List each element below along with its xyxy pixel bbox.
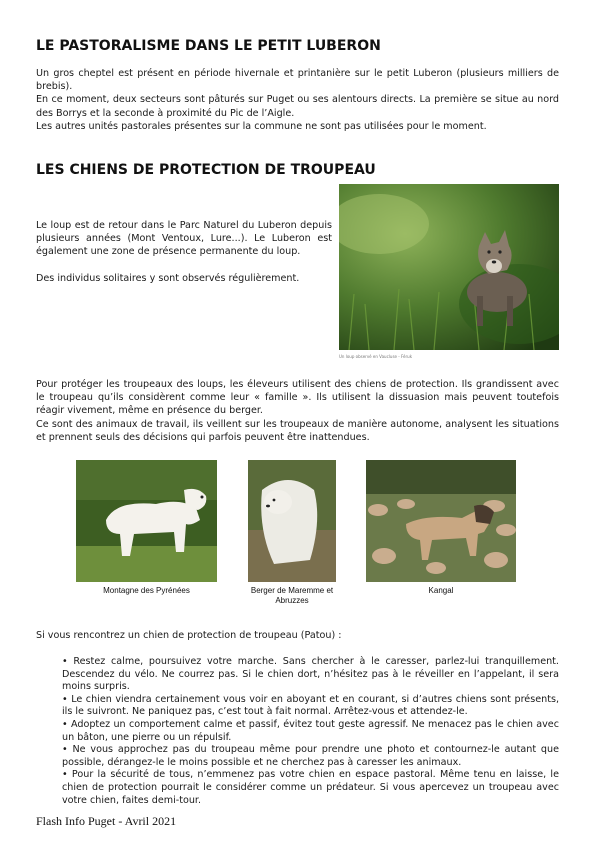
paragraph: Pour protéger les troupeaux des loups, les éleveurs utilisent des chiens de protection. Ils grandissent avec le troupeau qu’ils considèrent comme leur « famille ». Ils utilisent la dissuasion mais peuvent toutefois réagir vivement, même en présence du berger. (36, 379, 559, 417)
dog-photo-maremme (248, 460, 336, 582)
paragraph: Le loup est de retour dans le Parc Naturel du Luberon depuis plusieurs années (Mont Ventoux, Lure...). Le Luberon est également une zone de présence permanente du loup. (36, 220, 332, 258)
wolf-photo-caption: Un loup observé en Vaucluse - Féruk (339, 354, 413, 359)
paragraph: Ce sont des animaux de travail, ils veillent sur les troupeaux de manière autonome, analysent les situations et prennent seuls des décisions qui parfois peuvent être inattendues. (36, 418, 559, 443)
wolf-intro-text (36, 219, 332, 285)
advice-intro: Si vous rencontrez un chien de protection de troupeau (Patou) : (36, 630, 342, 641)
dog-caption-maremme: Berger de Maremme et Abruzzes (250, 586, 334, 605)
protection-text (36, 378, 559, 444)
dog-photo-kangal (366, 460, 516, 582)
paragraph: Un gros cheptel est présent en période hivernale et printanière sur le petit Luberon (plusieurs milliers de brebis). (36, 68, 559, 93)
list-item: • Le chien viendra certainement vous voir en aboyant et en courant, si d’autres chiens sont présents, ils le suivront. Ne paniquez pas, c’est tout à fait normal. Arrêtez-vous et attendez-le. (62, 693, 559, 718)
dog-caption-pyrenees: Montagne des Pyrénées (103, 586, 190, 595)
wolf-image (339, 184, 559, 350)
footer-text: Flash Info Puget - Avril 2021 (36, 814, 177, 828)
list-item: • Pour la sécurité de tous, n’emmenez pas votre chien en espace pastoral. Même tenu en laisse, le chien de protection pourrait le considérer comme un prédateur. Si vous apercevez un troupeau avec votre chien, faites demi-tour. (62, 769, 559, 806)
pastoralisme-text (36, 67, 559, 133)
paragraph: Les autres unités pastorales présentes sur la commune ne sont pas utilisées pour le moment. (36, 120, 487, 132)
list-item: • Restez calme, poursuivez votre marche. Sans chercher à le caresser, parlez-lui tranquillement. Descendez du vélo. Ne courrez pas. Si le chien dort, n’hésitez pas à le réveiller en l’appelant, il sera moins surpris. (62, 656, 559, 693)
paragraph: En ce moment, deux secteurs sont pâturés sur Puget ou ses alentours directs. La première se situe au nord des Borrys et la seconde à proximité du Pic de l’Aigle. (36, 94, 559, 119)
dog-caption-kangal: Kangal (428, 586, 454, 595)
wolf-photo (339, 184, 559, 350)
list-item: • Ne vous approchez pas du troupeau même pour prendre une photo et contournez-le autant que possible, dérangez-le le moins possible et ne cherchez pas à caresser les animaux. (62, 744, 559, 768)
dog-photo-pyrenees (76, 460, 217, 582)
list-item: • Adoptez un comportement calme et passif, évitez tout geste agressif. Ne menacez pas le chien avec un bâton, une pierre ou un répulsif. (62, 718, 559, 743)
section-title-pastoralisme: LE PASTORALISME DANS LE PETIT LUBERON (36, 38, 381, 54)
advice-list (62, 656, 559, 807)
section-title-chiens: LES CHIENS DE PROTECTION DE TROUPEAU (36, 162, 376, 178)
paragraph: Des individus solitaires y sont observés régulièrement. (36, 272, 300, 284)
